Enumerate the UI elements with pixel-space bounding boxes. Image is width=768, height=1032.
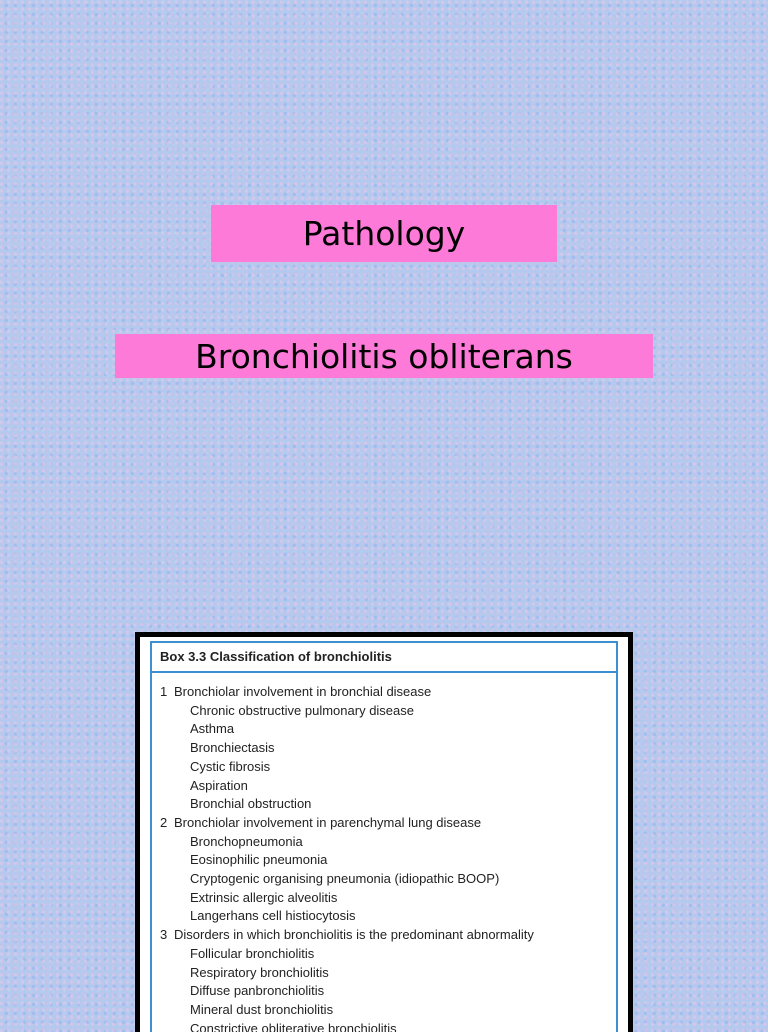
box-body	[150, 673, 618, 1032]
list-item	[160, 739, 616, 758]
item-text: Bronchial obstruction	[190, 796, 312, 812]
category-item	[160, 814, 616, 833]
item-text: Bronchiolar involvement in bronchial disease	[174, 684, 432, 699]
list-item	[160, 1001, 616, 1020]
classification-list	[152, 673, 616, 1032]
list-item	[160, 1020, 616, 1032]
list-item	[160, 758, 616, 777]
list-item	[160, 870, 616, 889]
list-item	[160, 907, 616, 926]
classification-box	[140, 637, 628, 1032]
list-item	[160, 982, 616, 1001]
item-text: Asthma	[190, 721, 235, 737]
list-item	[160, 720, 616, 739]
item-text: Disorders in which bronchiolitis is the predominant abnormality	[174, 927, 534, 943]
list-item	[160, 833, 616, 852]
item-text: Constrictive obliterative bronchiolitis	[190, 1020, 397, 1032]
category-number: 1	[160, 684, 168, 699]
list-item	[160, 851, 616, 870]
item-text: Cryptogenic organising pneumonia (idiopathic BOOP)	[190, 871, 500, 887]
item-text: Eosinophilic pneumonia	[190, 852, 328, 868]
item-text: Follicular bronchiolitis	[190, 945, 315, 961]
title-banner	[211, 205, 557, 262]
list-item	[160, 777, 616, 796]
item-text: Langerhans cell histiocytosis	[190, 908, 356, 924]
category-number: 3	[160, 927, 168, 943]
list-item	[160, 889, 616, 908]
category-number: 2	[160, 814, 168, 830]
item-text: Cystic fibrosis	[190, 758, 271, 774]
category-item	[160, 926, 616, 945]
item-text: Aspiration	[190, 777, 248, 793]
list-item	[160, 945, 616, 964]
item-text: Chronic obstructive pulmonary disease	[190, 702, 414, 718]
item-text: Diffuse panbronchiolitis	[190, 983, 325, 999]
item-text: Bronchopneumonia	[190, 833, 303, 849]
slide-subtitle: Bronchiolitis obliterans	[195, 336, 573, 376]
item-text: Respiratory bronchiolitis	[190, 964, 329, 980]
slide-title: Pathology	[302, 214, 466, 253]
category-item	[160, 683, 616, 702]
item-text: Bronchiectasis	[190, 740, 275, 756]
item-text: Bronchiolar involvement in parenchymal lung disease	[174, 814, 482, 830]
classification-box-frame	[135, 632, 633, 1032]
item-text: Mineral dust bronchiolitis	[190, 1001, 334, 1017]
subtitle-banner	[115, 334, 653, 378]
list-item	[160, 964, 616, 983]
box-heading: Box 3.3 Classification of bronchiolitis	[150, 641, 618, 673]
item-text: Extrinsic allergic alveolitis	[190, 889, 338, 905]
list-item	[160, 702, 616, 721]
list-item	[160, 795, 616, 814]
